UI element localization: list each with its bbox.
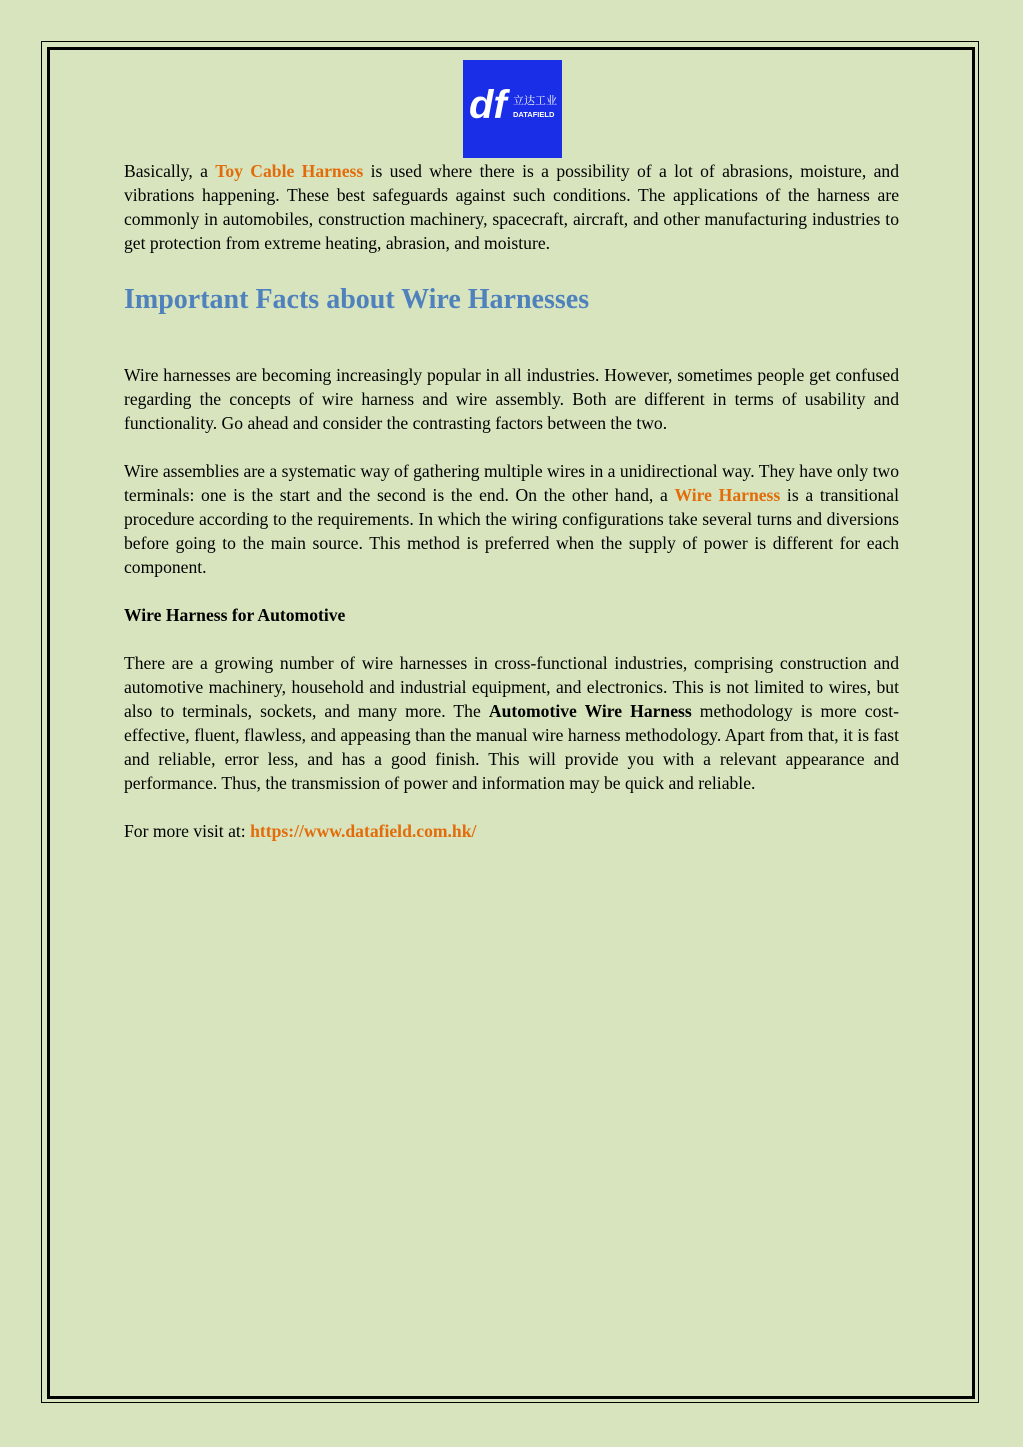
intro-text-start: Basically, a [124, 161, 216, 181]
wire-harness-link[interactable]: Wire Harness [674, 485, 781, 505]
visit-paragraph [124, 819, 899, 843]
automotive-paragraph [124, 651, 899, 795]
document-body [124, 159, 899, 867]
assembly-text-end: is a transitional procedure according to the requirements. In which the wiring configurations take several turns and diversions before going to the main source. This method is preferred when the supply of power is different for each component. [124, 485, 899, 577]
harness-popularity-paragraph: Wire harnesses are becoming increasingly popular in all industries. However, sometimes people get confused regarding the concepts of wire harness and wire assembly. Both are different in terms of usability and functionality. Go ahead and consider the contrasting factors between the two. [124, 365, 899, 433]
logo-brand-name: DATAFIELD [513, 110, 555, 119]
automotive-subheading: Wire Harness for Automotive [124, 605, 346, 625]
visit-label: For more visit at: [124, 821, 251, 841]
intro-text-end: is used where there is a possibility of a lot of abrasions, moisture, and vibrations happening. These best safeguards against such conditions. The applications of the harness are commonly in automobiles, construction machinery, spacecraft, aircraft, and other manufacturing industries to get protection from extreme heating, abrasion, and moisture. [124, 161, 899, 253]
assembly-text-start: Wire assemblies are a systematic way of gathering multiple wires in a unidirectional way. They have only two terminals: one is the start and the second is the end. On the other hand, a [124, 461, 899, 505]
datafield-logo [463, 60, 562, 158]
datafield-url-link[interactable]: https://www.datafield.com.hk/ [250, 821, 477, 841]
logo-chinese-name: 立达工业 [513, 94, 557, 107]
assembly-vs-harness-paragraph [124, 459, 899, 579]
automotive-text-end: methodology is more cost-effective, fluent, flawless, and appeasing than the manual wire harness methodology. Apart from that, it is fast and reliable, error less, and has a good finish. This will provide you with a relevant appearance and performance. Thus, the transmission of power and information may be quick and reliable. [124, 701, 899, 793]
automotive-text-start: There are a growing number of wire harnesses in cross-functional industries, comprising construction and automotive machinery, household and industrial equipment, and electronics. This is not limited to wires, but also to terminals, sockets, and many more. The [124, 653, 899, 721]
toy-cable-harness-link[interactable]: Toy Cable Harness [215, 161, 364, 181]
intro-paragraph [124, 159, 899, 255]
automotive-wire-harness-bold: Automotive Wire Harness [488, 701, 692, 721]
section-heading: Important Facts about Wire Harnesses [124, 284, 590, 315]
logo-monogram: df [469, 83, 507, 127]
